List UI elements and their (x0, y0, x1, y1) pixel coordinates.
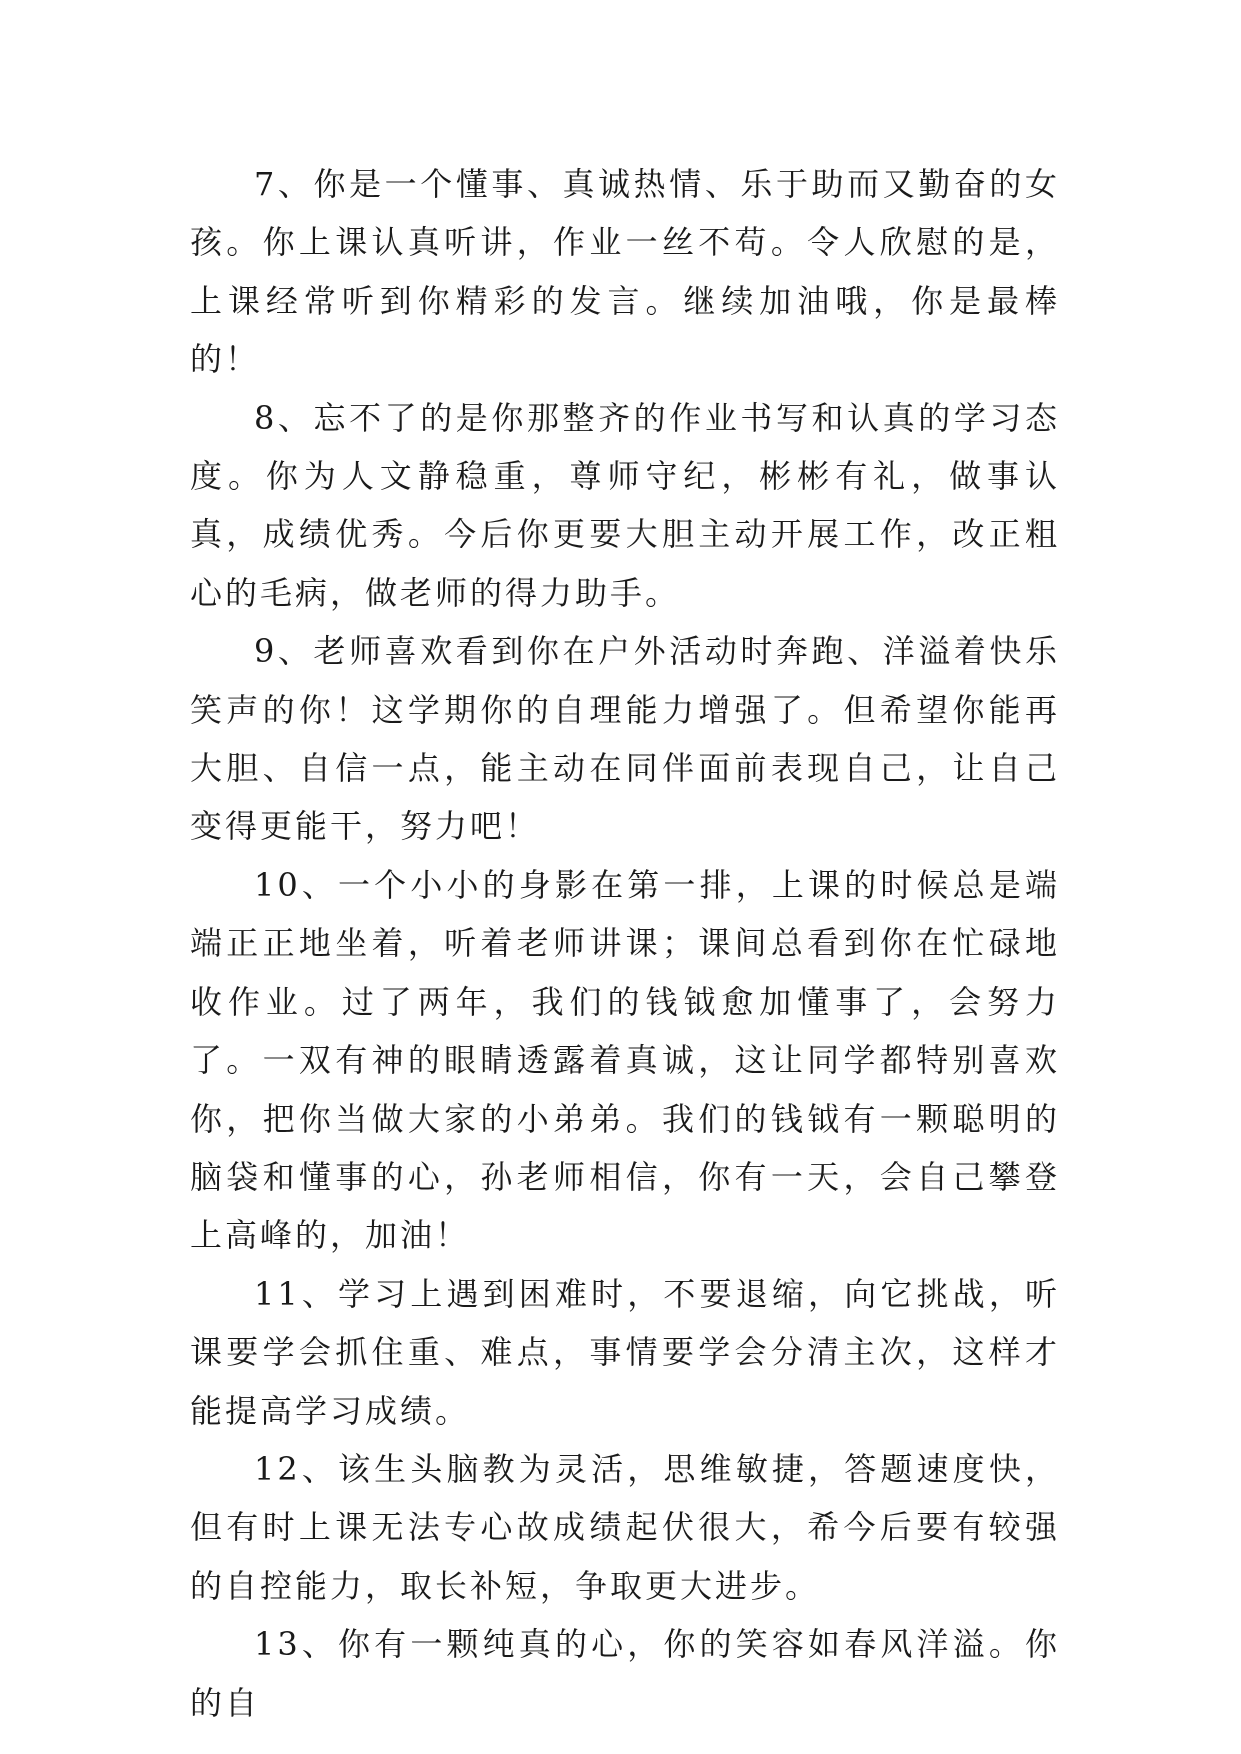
paragraph-12: 12、该生头脑教为灵活，思维敏捷，答题速度快，但有时上课无法专心故成绩起伏很大，希今后要有较强的自控能力，取长补短，争取更大进步。 (190, 1449, 1060, 1605)
paragraph-10: 10、一个小小的身影在第一排，上课的时候总是端端正正地坐着，听着老师讲课；课间总看到你在忙碌地收作业。过了两年，我们的钱钺愈加懂事了，会努力了。一双有神的眼睛透露着真诚，这让同学都特别喜欢你，把你当做大家的小弟弟。我们的钱钺有一颗聪明的脑袋和懂事的心，孙老师相信，你有一天，会自己攀登上高峰的，加油！ (190, 865, 1060, 1255)
paragraph-13: 13、你有一颗纯真的心，你的笑容如春风洋溢。你的自 (190, 1625, 1060, 1722)
paragraph-7: 7、你是一个懂事、真诚热情、乐于助而又勤奋的女孩。你上课认真听讲，作业一丝不苟。令人欣慰的是，上课经常听到你精彩的发言。继续加油哦，你是最棒的！ (190, 165, 1060, 379)
paragraph-8: 8、忘不了的是你那整齐的作业书写和认真的学习态度。你为人文静稳重，尊师守纪，彬彬有礼，做事认真，成绩优秀。今后你更要大胆主动开展工作，改正粗心的毛病，做老师的得力助手。 (190, 398, 1060, 612)
document-body (190, 155, 1060, 1732)
paragraph-9: 9、老师喜欢看到你在户外活动时奔跑、洋溢着快乐笑声的你！这学期你的自理能力增强了。但希望你能再大胆、自信一点，能主动在同伴面前表现自己，让自己变得更能干，努力吧！ (190, 632, 1060, 846)
paragraph-11: 11、学习上遇到困难时，不要退缩，向它挑战，听课要学会抓住重、难点，事情要学会分清主次，这样才能提高学习成绩。 (190, 1274, 1060, 1430)
